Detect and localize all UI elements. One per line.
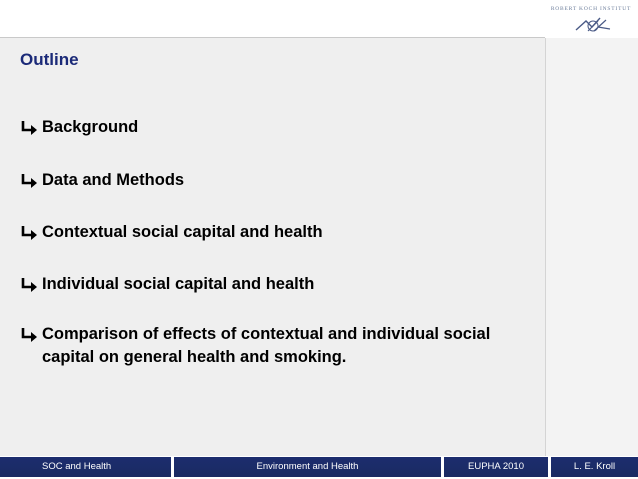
curved-arrow-icon	[20, 325, 40, 343]
logo-mark-icon	[572, 15, 616, 35]
bullet-item	[20, 169, 540, 192]
bullet-text: Comparison of effects of contextual and individual social capital on general health and smoking.	[42, 325, 491, 366]
slide-title: Outline	[20, 50, 79, 69]
bullet-item	[20, 221, 540, 244]
bullet-item	[20, 323, 520, 369]
footer-conference: EUPHA 2010	[444, 457, 548, 477]
footer-session: Environment and Health	[174, 457, 441, 477]
bullet-text: Background	[42, 118, 139, 136]
rki-logo	[548, 6, 634, 36]
content-area	[0, 38, 545, 456]
curved-arrow-icon	[20, 171, 40, 189]
bullet-text: Data and Methods	[42, 171, 185, 189]
curved-arrow-icon	[20, 118, 40, 136]
bullet-item	[20, 273, 540, 296]
curved-arrow-icon	[20, 275, 40, 293]
bullet-text: Contextual social capital and health	[42, 223, 323, 241]
footer-bar	[0, 456, 638, 479]
bullet-item	[20, 116, 540, 139]
logo-text: ROBERT KOCH INSTITUT	[550, 6, 632, 12]
right-panel	[545, 38, 638, 456]
footer-topic: SOC and Health	[0, 457, 171, 477]
curved-arrow-icon	[20, 223, 40, 241]
bullet-text: Individual social capital and health	[42, 275, 315, 293]
footer-author: L. E. Kroll	[551, 457, 638, 477]
